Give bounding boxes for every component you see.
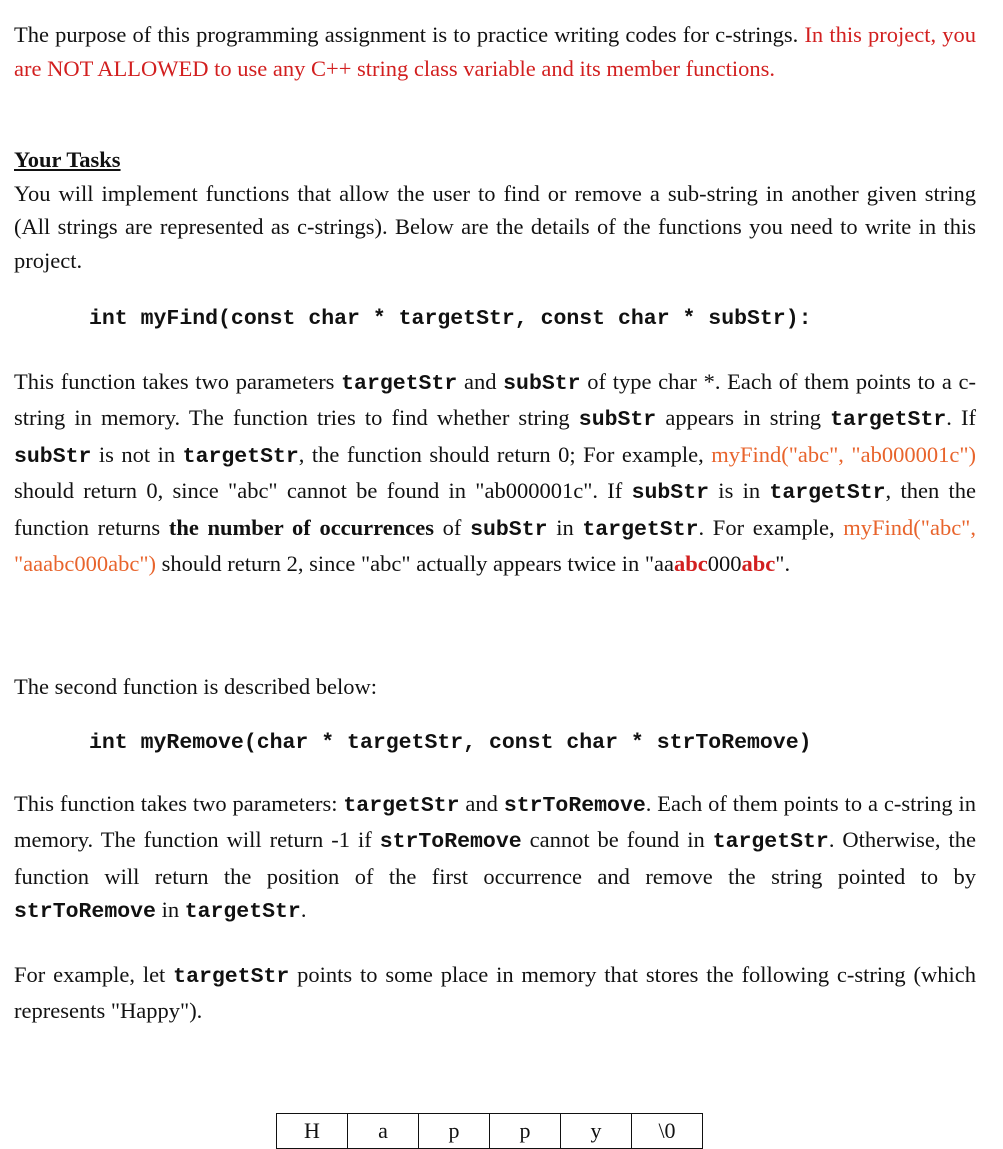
param-targetstr: targetStr	[341, 371, 458, 396]
char-cell: p	[490, 1114, 561, 1149]
highlight-abc-2: abc	[741, 551, 776, 576]
occurrences-phrase: the number of occurrences	[168, 514, 434, 540]
tasks-heading: Your Tasks	[14, 147, 121, 172]
myfind-example-1: myFind("abc", "ab000001c")	[711, 441, 976, 467]
intro-paragraph	[14, 18, 976, 85]
param-targetstr-2: targetStr	[343, 793, 460, 818]
param-targetstr-3: targetStr	[173, 964, 290, 989]
char-cell: \0	[632, 1114, 703, 1149]
char-array-row	[277, 1114, 703, 1149]
myfind-signature: int myFind(const char * targetStr, const char * subStr):	[89, 307, 812, 331]
char-cell: p	[419, 1114, 490, 1149]
second-function-intro: The second function is described below:	[14, 673, 378, 699]
intro-text: The purpose of this programming assignment is to practice writing codes for c-strings.	[14, 22, 799, 47]
myfind-description: This function takes two parameters targetStr and subStr of type char *. Each of them points to a c-string in memory. The function tries to find whether string subStr appears in string targetStr. If subStr is not in targetStr, the function should return 0; For example, myFind("abc", "ab000001c") should return 0, since "abc" cannot be found in "ab000001c". If subStr is in targetStr, then the function returns the number of occurrences of subStr in targetStr. For example, myFind("abc", "aaabc000abc") should return 2, since "abc" actually appears twice in "aaabc000abc".	[14, 368, 976, 576]
tasks-description: You will implement functions that allow the user to find or remove a sub-string in another given string (All strings are represented as c-strings). Below are the details of the functions you need to write in this project.	[14, 180, 976, 273]
example-paragraph: For example, let targetStr points to some place in memory that stores the following c-string (which represents "Happy").	[14, 961, 976, 1023]
char-array-table	[276, 1113, 703, 1149]
myremove-signature: int myRemove(char * targetStr, const char * strToRemove)	[89, 731, 812, 755]
highlight-abc-1: abc	[674, 551, 708, 576]
document-body	[14, 18, 976, 1028]
char-cell: a	[348, 1114, 419, 1149]
char-cell: y	[561, 1114, 632, 1149]
param-substr: subStr	[503, 371, 581, 396]
myfind-example-2: myFind("abc", "aaabc000abc")	[14, 514, 976, 576]
char-cell: H	[277, 1114, 348, 1149]
intro-warning: In this project, you are NOT ALLOWED to use any C++ string class variable and its member functions.	[14, 22, 976, 81]
param-strtoremove: strToRemove	[503, 793, 646, 818]
myremove-description: This function takes two parameters: targetStr and strToRemove. Each of them points to a c-string in memory. The function will return -1 if strToRemove cannot be found in targetStr. Otherwise, the function will return the position of the first occurrence and remove the string pointed to by strToRemove in targetStr.	[14, 790, 977, 924]
